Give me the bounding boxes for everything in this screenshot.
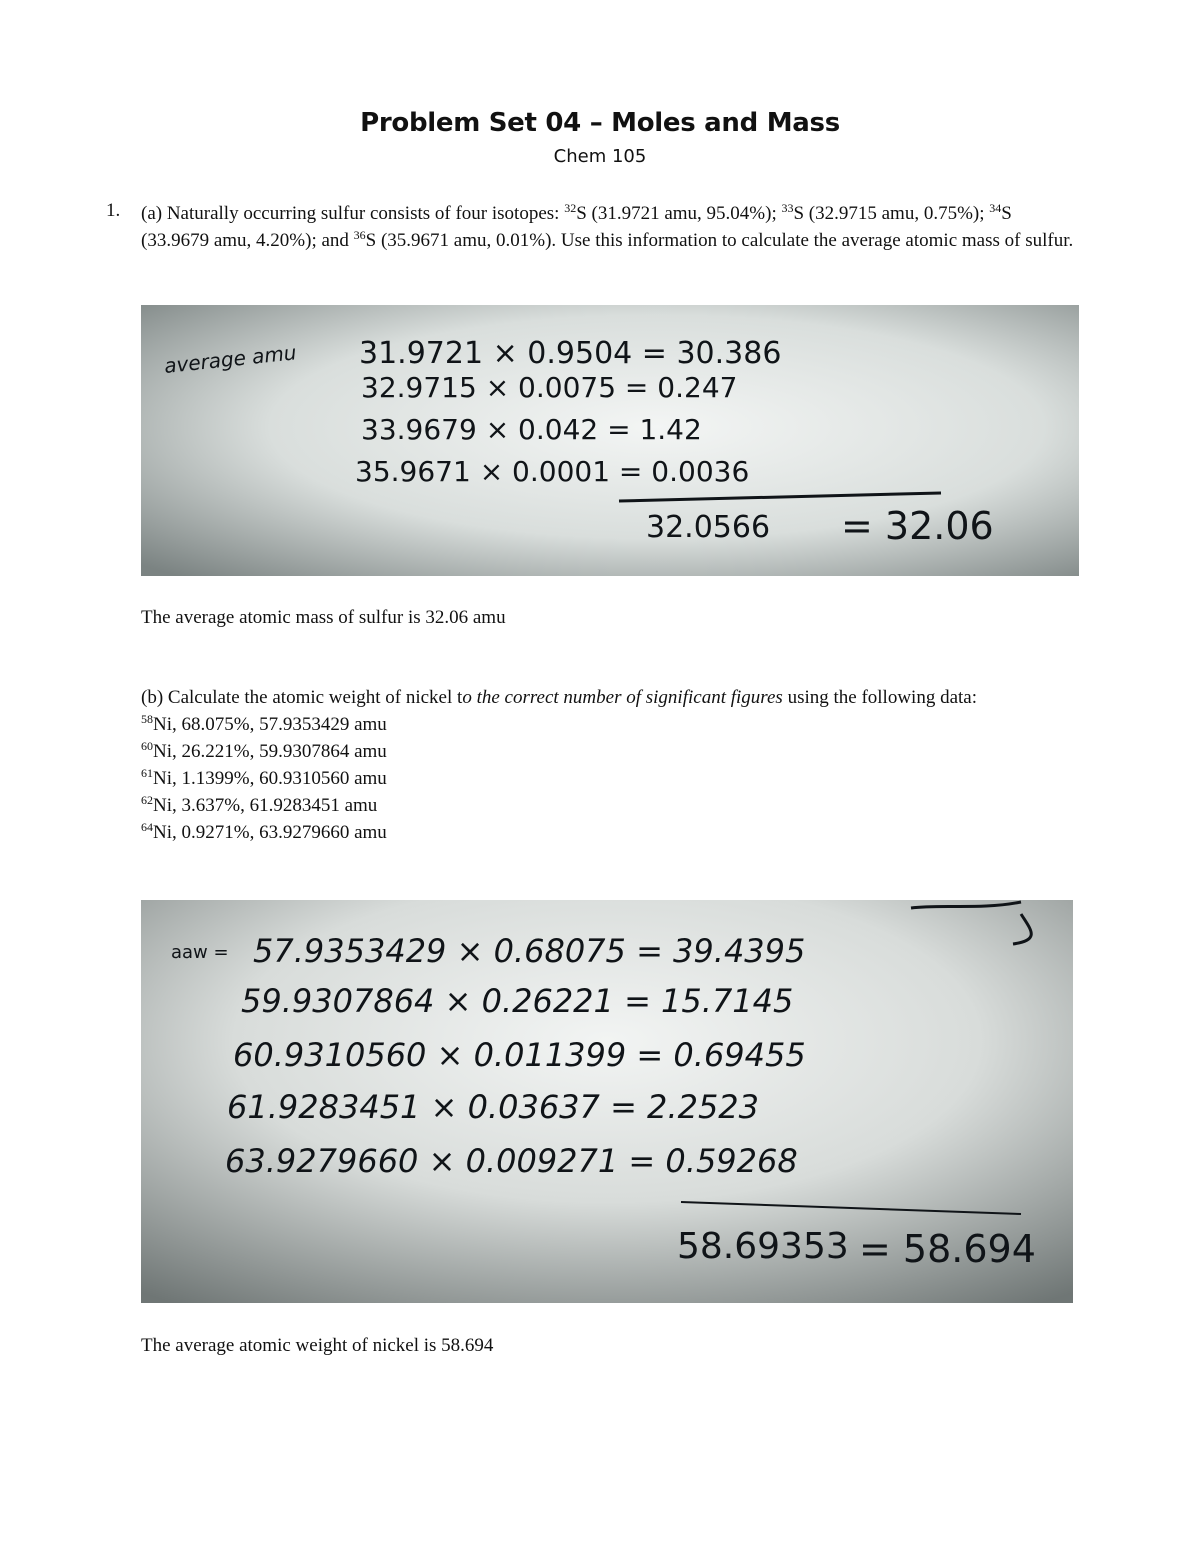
nickel-data-60: $^{60}$Ni, 26.221%, 59.9307864 amu	[141, 739, 387, 762]
question-number: 1.	[106, 200, 121, 221]
nickel-total: 58.69353	[677, 1226, 849, 1267]
nickel-label: aaw =	[171, 942, 229, 963]
page-title: Problem Set 04 – Moles and Mass	[360, 108, 840, 138]
nickel-data-62: $^{62}$Ni, 3.637%, 61.9283451 amu	[141, 793, 378, 816]
nickel-data-64: $^{64}$Ni, 0.9271%, 63.9279660 amu	[141, 820, 387, 843]
isotope-32-mass-number: 32	[564, 201, 577, 215]
nickel-row-2: 59.9307864 × 0.26221 = 15.7145	[241, 982, 794, 1020]
nickel-rounded: = 58.694	[859, 1227, 1036, 1271]
nickel-row-4: 61.9283451 × 0.03637 = 2.2523	[227, 1088, 760, 1126]
part-a-answer: The average atomic mass of sulfur is 32.06 amu	[141, 607, 506, 628]
part-a-prompt: (a) Naturally occurring sulfur consists of four isotopes: $^{32}$S (31.9721 amu, 95.04%); $^{33}$S (32.9715 amu, 0.75%); $^{34}$S (33.9679 amu, 4.20%); and $^{36}$S (35.9671 amu, 0.01%). Use this information to calculate the average atomic mass of sulfur.	[141, 201, 1074, 251]
isotope-33-mass-number: 33	[781, 201, 794, 215]
sulfur-row-2: 32.9715 × 0.0075 = 0.247	[361, 371, 738, 404]
nickel-data-61: $^{61}$Ni, 1.1399%, 60.9310560 amu	[141, 766, 387, 789]
sulfur-row-1: 31.9721 × 0.9504 = 30.386	[359, 336, 782, 371]
sulfur-row-4: 35.9671 × 0.0001 = 0.0036	[355, 455, 750, 488]
nickel-handwritten-work-photo	[141, 900, 1073, 1303]
nickel-row-5: 63.9279660 × 0.009271 = 0.59268	[225, 1142, 798, 1180]
part-b-answer: The average atomic weight of nickel is 58.694	[141, 1335, 494, 1356]
sulfur-handwritten-work-photo	[141, 305, 1079, 576]
sulfur-row-3: 33.9679 × 0.042 = 1.42	[361, 413, 702, 446]
nickel-row-3: 60.9310560 × 0.011399 = 0.69455	[233, 1036, 806, 1074]
nickel-data-58: $^{58}$Ni, 68.075%, 57.9353429 amu	[141, 712, 387, 735]
isotope-34-mass-number: 34	[989, 201, 1002, 215]
sulfur-rounded: = 32.06	[841, 504, 994, 548]
part-b-prompt: (b) Calculate the atomic weight of nickel to the correct number of significant figures using the following data: $^{58}$Ni, 68.075%, 57.9353429 amu $^{60}$Ni, 26.221%, 59.9307864 amu $^{61}$Ni, 1.1399%, 60.9310560 amu $^{62}$Ni, 3.637%, 61.9283451 amu $^{64}$Ni, 0.9271%, 63.9279660 amu	[141, 684, 1081, 846]
sulfur-label: average amu	[163, 340, 298, 378]
page-subtitle: Chem 105	[553, 146, 647, 167]
nickel-row-1: 57.9353429 × 0.68075 = 39.4395	[253, 932, 806, 970]
sulfur-total: 32.0566	[646, 510, 771, 545]
isotope-36-mass-number: 36	[353, 228, 366, 242]
